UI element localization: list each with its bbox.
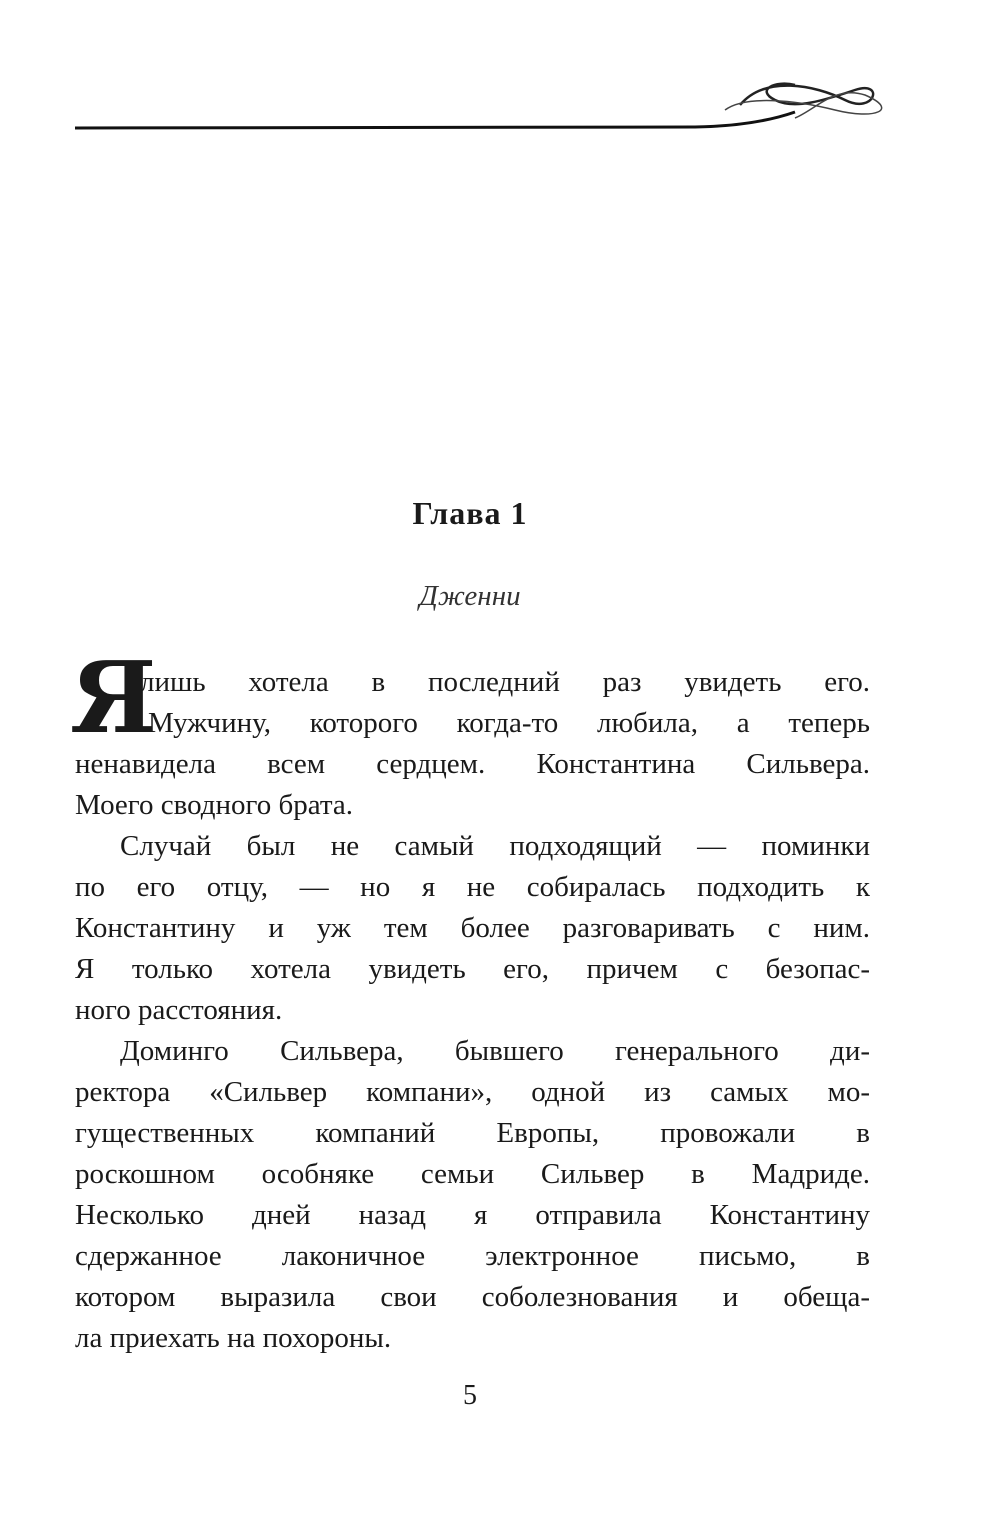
chapter-title: Глава 1 [412, 495, 528, 531]
text-line: сдержанное лаконичное электронное письмо, в [75, 1240, 870, 1272]
text-line: Случай был не самый подходящий — поминки [120, 830, 870, 862]
chapter-subtitle: Дженни [419, 580, 521, 612]
header-flourish-rule [75, 0, 915, 160]
text-line: роскошном особняке семьи Сильвер в Мадриде. [75, 1158, 870, 1190]
text-line: ного расстояния. [75, 994, 283, 1026]
text-line: лишь хотела в последний раз увидеть его. [140, 666, 870, 698]
text-line: ректора «Сильвер компани», одной из самых мо- [75, 1076, 870, 1108]
text-line: по его отцу, — но я не собиралась подходить к [75, 871, 870, 903]
text-line: Моего сводного брата. [75, 789, 353, 821]
text-line: Мужчину, которого когда-то любила, а теперь [148, 707, 870, 739]
text-line: Константину и уж тем более разговаривать с ним. [75, 912, 870, 944]
text-line: ненавидела всем сердцем. Константина Сильвера. [75, 748, 870, 780]
text-line: Я только хотела увидеть его, причем с безопас- [75, 953, 870, 985]
text-line: гущественных компаний Европы, провожали в [75, 1117, 870, 1149]
drop-cap: Я [70, 641, 157, 756]
text-line: котором выразила свои соболезнования и обеща- [75, 1281, 870, 1313]
text-line: Доминго Сильвера, бывшего генерального ди- [120, 1035, 870, 1067]
text-line: Несколько дней назад я отправила Константину [75, 1199, 870, 1231]
page-number: 5 [463, 1380, 477, 1411]
text-line: ла приехать на похороны. [75, 1322, 392, 1354]
